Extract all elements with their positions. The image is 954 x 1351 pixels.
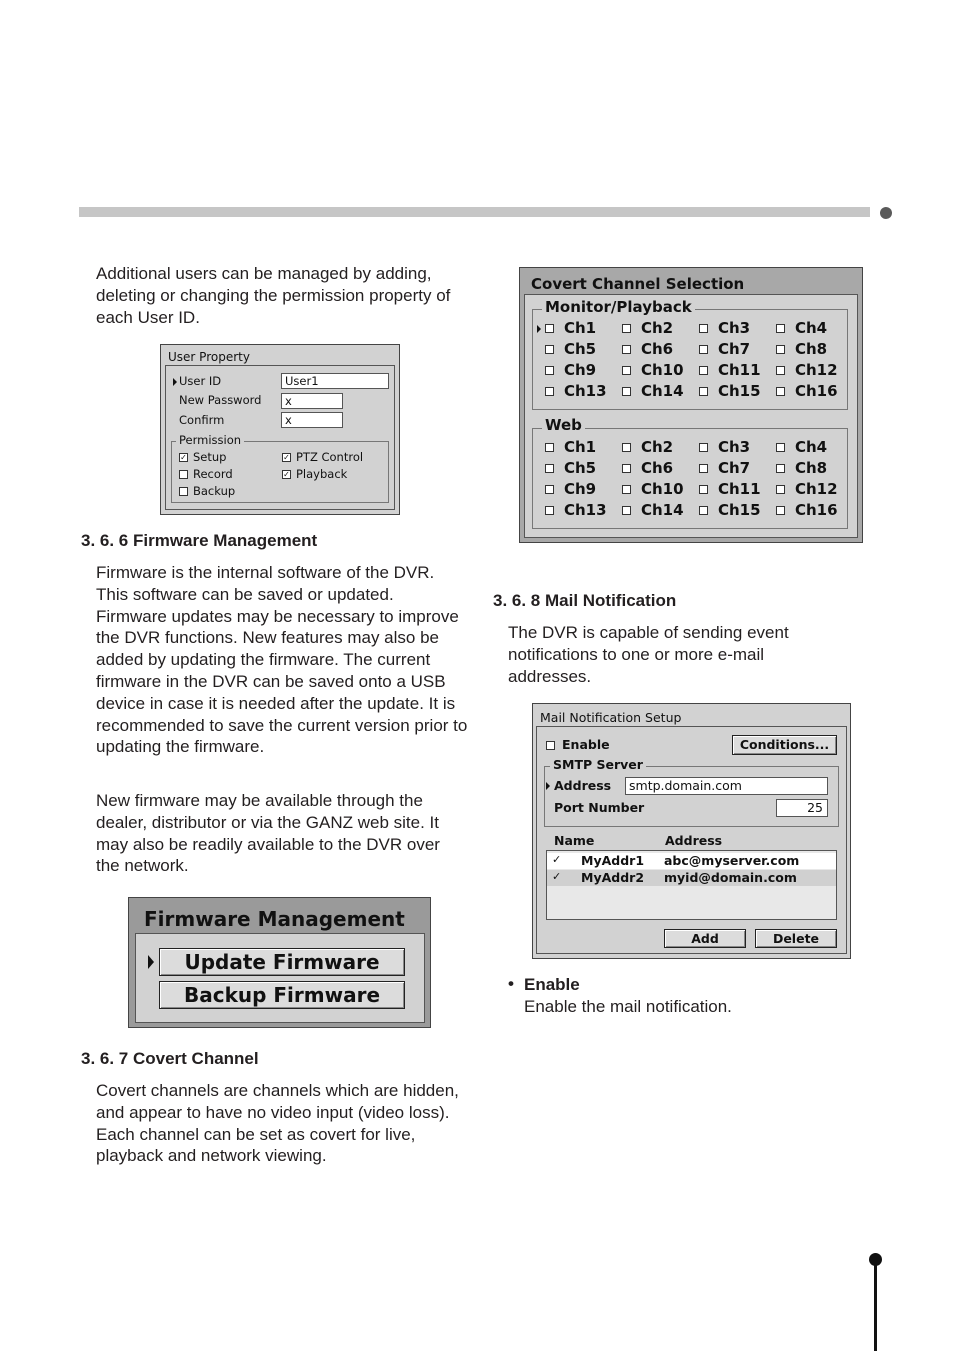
web-ch4-label: Ch4: [795, 438, 828, 456]
smtp-address-input[interactable]: smtp.domain.com: [625, 777, 828, 795]
record-checkbox[interactable]: [179, 470, 188, 479]
monitor-ch8-checkbox[interactable]: [776, 345, 785, 354]
web-ch1-checkbox[interactable]: [545, 443, 554, 452]
backup-checkbox[interactable]: [179, 487, 188, 496]
monitor-ch16-checkbox[interactable]: [776, 387, 785, 396]
selection-arrow-icon: [546, 782, 550, 790]
permission-legend: Permission: [176, 433, 244, 447]
monitor-ch5-checkbox[interactable]: [545, 345, 554, 354]
monitor-ch11-label: Ch11: [718, 361, 761, 379]
mail-panel-title: Mail Notification Setup: [540, 710, 682, 725]
row-name: MyAddr2: [581, 870, 645, 885]
intro-paragraph: Additional users can be managed by adding, deleting or changing the permission property of each User ID.: [96, 264, 451, 327]
monitor-ch11-checkbox[interactable]: [699, 366, 708, 375]
monitor-ch12-checkbox[interactable]: [776, 366, 785, 375]
web-ch4-checkbox[interactable]: [776, 443, 785, 452]
enable-bullet-text: Enable the mail notification.: [524, 997, 732, 1016]
web-ch12-label: Ch12: [795, 480, 838, 498]
mail-notification-panel: [532, 703, 851, 959]
monitor-ch3-label: Ch3: [718, 319, 751, 337]
mail-paragraph: The DVR is capable of sending event notifications to one or more e-mail addresses.: [508, 623, 789, 686]
web-ch7-label: Ch7: [718, 459, 751, 477]
web-ch9-label: Ch9: [564, 480, 597, 498]
monitor-ch12-label: Ch12: [795, 361, 838, 379]
web-ch8-checkbox[interactable]: [776, 464, 785, 473]
address-label: Address: [554, 778, 612, 793]
port-number-input[interactable]: 25: [776, 799, 828, 817]
selection-arrow-icon: [173, 378, 177, 386]
firmware-panel: [128, 897, 431, 1028]
monitor-ch13-label: Ch13: [564, 382, 607, 400]
web-ch5-label: Ch5: [564, 459, 597, 477]
address-list[interactable]: [546, 850, 837, 920]
new-password-label: New Password: [179, 393, 262, 407]
row-check-icon: ✓: [552, 870, 562, 883]
enable-label: Enable: [562, 737, 610, 752]
monitor-ch8-label: Ch8: [795, 340, 828, 358]
web-ch2-label: Ch2: [641, 438, 674, 456]
covert-paragraph: Covert channels are channels which are hidden, and appear to have no video input (video loss). Each channel can be set as covert for live, playback and network viewing.: [96, 1081, 459, 1166]
confirm-input[interactable]: x: [281, 412, 343, 428]
monitor-ch7-label: Ch7: [718, 340, 751, 358]
backup-label: Backup: [193, 484, 236, 498]
web-ch16-label: Ch16: [795, 501, 838, 519]
bullet-icon: •: [508, 974, 514, 993]
monitor-ch14-checkbox[interactable]: [622, 387, 631, 396]
row-address: myid@domain.com: [664, 870, 797, 885]
header-dot: [880, 207, 892, 219]
firmware-paragraph-2: New firmware may be available through the dealer, distributor or via the GANZ web site. It may also be readily available to the DVR over the network.: [96, 791, 440, 876]
web-ch15-label: Ch15: [718, 501, 761, 519]
monitor-ch16-label: Ch16: [795, 382, 838, 400]
web-ch14-label: Ch14: [641, 501, 684, 519]
address-column-header: Address: [665, 833, 723, 848]
list-item[interactable]: [547, 870, 836, 886]
port-number-label: Port Number: [554, 800, 645, 815]
record-label: Record: [193, 467, 233, 481]
ptz-control-checkbox[interactable]: ✓: [283, 453, 290, 462]
firmware-paragraph-1: Firmware is the internal software of the DVR. This software can be saved or updated. Firmware updates may be necessary to improve the DVR functions. New features may also be added by updating the firmware. The current firmware in the DVR can be saved onto a USB device in case it is needed after the update. It is recommended to save the current version prior to updating the firmware.: [96, 563, 468, 757]
monitor-ch4-label: Ch4: [795, 319, 828, 337]
header-rule: [79, 207, 870, 217]
firmware-heading: 3. 6. 6 Firmware Management: [81, 531, 318, 550]
web-ch8-label: Ch8: [795, 459, 828, 477]
monitor-ch10-label: Ch10: [641, 361, 684, 379]
new-password-input[interactable]: x: [281, 393, 343, 409]
selection-arrow-icon: [537, 325, 541, 333]
web-ch1-label: Ch1: [564, 438, 597, 456]
firmware-panel-title: Firmware Management: [144, 907, 405, 931]
web-ch11-checkbox[interactable]: [699, 485, 708, 494]
monitor-ch9-label: Ch9: [564, 361, 597, 379]
row-check-icon: ✓: [552, 853, 562, 866]
enable-bullet-title: Enable: [524, 975, 580, 994]
smtp-server-group: [544, 766, 839, 827]
row-address: abc@myserver.com: [664, 853, 800, 868]
confirm-label: Confirm: [179, 413, 225, 427]
web-ch14-checkbox[interactable]: [622, 506, 631, 515]
monitor-ch1-checkbox[interactable]: [545, 324, 554, 333]
web-ch15-checkbox[interactable]: [699, 506, 708, 515]
monitor-ch7-checkbox[interactable]: [699, 345, 708, 354]
footer-rule: [874, 1262, 877, 1351]
monitor-playback-legend: Monitor/Playback: [542, 298, 695, 316]
web-ch3-label: Ch3: [718, 438, 751, 456]
user-property-panel: [160, 344, 400, 515]
web-ch10-checkbox[interactable]: [622, 485, 631, 494]
web-ch11-label: Ch11: [718, 480, 761, 498]
monitor-ch9-checkbox[interactable]: [545, 366, 554, 375]
firmware-panel-frame: [135, 933, 425, 1023]
web-ch12-checkbox[interactable]: [776, 485, 785, 494]
monitor-ch15-checkbox[interactable]: [699, 387, 708, 396]
selection-arrow-icon: [148, 955, 154, 969]
update-firmware-button[interactable]: Update Firmware: [159, 948, 405, 976]
setup-label: Setup: [193, 450, 227, 464]
enable-checkbox[interactable]: [546, 741, 555, 750]
web-ch3-checkbox[interactable]: [699, 443, 708, 452]
covert-channel-panel: [519, 267, 863, 543]
monitor-ch4-checkbox[interactable]: [776, 324, 785, 333]
add-button[interactable]: Add: [664, 929, 746, 948]
user-id-label: User ID: [179, 374, 222, 388]
row-name: MyAddr1: [581, 853, 645, 868]
monitor-ch10-checkbox[interactable]: [622, 366, 631, 375]
playback-checkbox[interactable]: ✓: [283, 470, 290, 479]
monitor-ch3-checkbox[interactable]: [699, 324, 708, 333]
name-column-header: Name: [554, 833, 595, 848]
monitor-ch5-label: Ch5: [564, 340, 597, 358]
web-ch16-checkbox[interactable]: [776, 506, 785, 515]
web-ch6-checkbox[interactable]: [622, 464, 631, 473]
playback-label: Playback: [296, 467, 348, 481]
delete-button[interactable]: Delete: [755, 929, 837, 948]
web-ch13-label: Ch13: [564, 501, 607, 519]
covert-panel-title: Covert Channel Selection: [531, 275, 745, 293]
monitor-ch15-label: Ch15: [718, 382, 761, 400]
web-ch9-checkbox[interactable]: [545, 485, 554, 494]
monitor-ch1-label: Ch1: [564, 319, 597, 337]
monitor-ch2-label: Ch2: [641, 319, 674, 337]
web-ch5-checkbox[interactable]: [545, 464, 554, 473]
user-id-input[interactable]: User1: [281, 373, 389, 389]
backup-firmware-button[interactable]: Backup Firmware: [159, 981, 405, 1009]
mail-heading: 3. 6. 8 Mail Notification: [493, 591, 677, 610]
monitor-ch13-checkbox[interactable]: [545, 387, 554, 396]
web-legend: Web: [542, 416, 585, 434]
list-item[interactable]: [547, 853, 836, 869]
conditions-button[interactable]: Conditions...: [732, 735, 837, 755]
ptz-control-label: PTZ Control: [296, 450, 364, 464]
web-ch2-checkbox[interactable]: [622, 443, 631, 452]
setup-checkbox[interactable]: ✓: [180, 453, 187, 462]
web-ch6-label: Ch6: [641, 459, 674, 477]
web-ch10-label: Ch10: [641, 480, 684, 498]
smtp-server-legend: SMTP Server: [550, 757, 646, 772]
web-ch13-checkbox[interactable]: [545, 506, 554, 515]
monitor-ch6-label: Ch6: [641, 340, 674, 358]
user-property-title: User Property: [168, 350, 250, 364]
web-ch7-checkbox[interactable]: [699, 464, 708, 473]
monitor-ch6-checkbox[interactable]: [622, 345, 631, 354]
monitor-ch2-checkbox[interactable]: [622, 324, 631, 333]
monitor-ch14-label: Ch14: [641, 382, 684, 400]
covert-heading: 3. 6. 7 Covert Channel: [81, 1049, 259, 1068]
